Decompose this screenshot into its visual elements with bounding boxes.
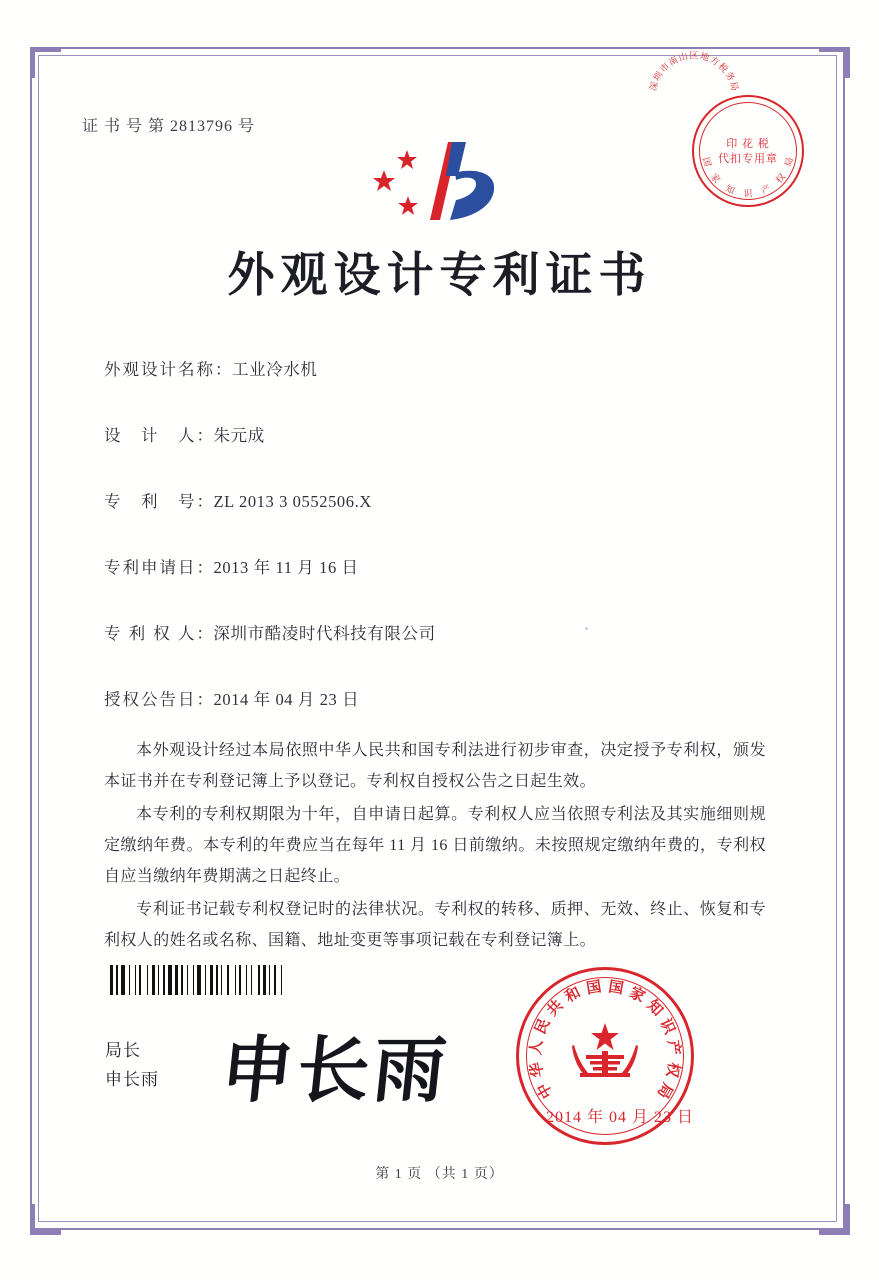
barcode-bar [274, 965, 276, 995]
field-patentee-sep: ： [196, 624, 214, 643]
certificate-number-line [82, 113, 255, 136]
field-patentee-label: 专 利 权 人 [104, 624, 197, 643]
barcode-bar [246, 965, 247, 995]
field-design-name-sep: ： [215, 360, 232, 379]
arc-char: 市 [657, 60, 672, 75]
barcode-bar [251, 965, 252, 995]
field-application-date [104, 558, 764, 578]
barcode-bar [139, 965, 141, 995]
arc-char: 家 [708, 171, 723, 185]
arc-char: 民 [530, 1015, 554, 1037]
barcode-bar [147, 965, 148, 995]
arc-char: 务 [723, 69, 737, 83]
seal-date: 2014 年 04 月 23 日 [546, 1109, 695, 1126]
barcode-bar [110, 965, 113, 995]
barcode-bar [205, 965, 206, 995]
arc-char: 人 [526, 1039, 546, 1057]
body-paragraph-2: 本专利的专利权期限为十年，自申请日起算。专利权人应当依照专利法及其实施细则规定缴纳年费。本专利的年费应当在每年 11 月 16 日前缴纳。未按照规定缴纳年费的，专利权自应当缴纳年费期满之日起终止。 [104, 806, 766, 885]
barcode-bar [193, 965, 194, 995]
tax-stamp [647, 50, 804, 207]
field-application-date-value: 2013 年 11 月 16 日 [213, 558, 359, 577]
field-designer [104, 426, 764, 446]
tax-stamp-line2: 代扣专用章 [718, 153, 778, 165]
handwritten-signature: 申长雨 [216, 1027, 454, 1112]
barcode-bar [152, 965, 155, 995]
corner-ornament-bottom-right [819, 1204, 850, 1235]
field-patent-number-value: ZL 2013 3 0552506.X [213, 492, 372, 511]
field-patentee [104, 624, 764, 644]
field-patent-number-sep: ： [196, 492, 214, 511]
arc-char: 知 [723, 183, 737, 196]
body-paragraph-1: 本外观设计经过本局依照中华人民共和国专利法进行初步审查，决定授予专利权，颁发本证书并在专利登记簿上予以登记。专利权自授权公告之日起生效。 [104, 742, 766, 790]
arc-char: 国 [607, 977, 626, 998]
corner-ornament-bottom-left [30, 1204, 61, 1235]
sipo-logo [370, 128, 510, 228]
arc-char: 局 [728, 80, 741, 92]
field-designer-sep: ： [196, 426, 214, 445]
barcode-bar [116, 965, 118, 995]
barcode-bar [163, 965, 165, 995]
barcode-bar [197, 965, 201, 995]
signature-name: 申长雨 [105, 1070, 159, 1089]
page-footer: 第 1 页 （共 1 页） [375, 1167, 504, 1182]
arc-char: 产 [664, 1039, 684, 1057]
arc-char: 识 [743, 188, 753, 199]
certificate-number-suffix: 号 [238, 118, 256, 135]
barcode-bar [187, 965, 188, 995]
body-paragraph-3: 专利证书记载专利权登记时的法律状况。专利权的转移、质押、无效、终止、恢复和专利权人的姓名或名称、国籍、地址变更等事项记载在专利登记簿上。 [104, 901, 766, 949]
field-grant-date-sep: ： [196, 690, 214, 709]
arc-char: 家 [626, 983, 649, 1006]
barcode-bar [269, 965, 270, 995]
arc-char: 中 [533, 1079, 557, 1102]
arc-char: 权 [662, 1060, 684, 1080]
arc-char: 山 [677, 50, 689, 63]
barcode [110, 965, 356, 995]
arc-char: 区 [689, 50, 699, 61]
arc-char: 华 [526, 1060, 548, 1080]
barcode-bar [158, 965, 159, 995]
barcode-bar [239, 965, 241, 995]
barcode-bar [135, 965, 136, 995]
field-patent-number-label: 专 利 号 [104, 492, 197, 511]
arc-char: 产 [759, 183, 773, 196]
field-grant-date-value: 2014 年 04 月 23 日 [213, 690, 360, 709]
arc-char: 税 [716, 60, 731, 75]
field-application-date-label: 专利申请日 [104, 558, 197, 577]
field-grant-date-label: 授权公告日 [104, 690, 197, 709]
barcode-bar [281, 965, 282, 995]
field-grant-date [104, 690, 764, 710]
arc-char: 深 [647, 80, 660, 92]
barcode-bar [168, 965, 172, 995]
field-designer-value: 朱元成 [213, 426, 265, 445]
arc-char: 国 [584, 977, 603, 998]
arc-char: 权 [773, 171, 788, 185]
arc-char: 方 [708, 54, 722, 68]
field-design-name [104, 360, 764, 380]
barcode-bar [210, 965, 213, 995]
corner-ornament-top-right [819, 47, 850, 78]
arc-char: 知 [643, 996, 667, 1020]
field-list [104, 360, 764, 756]
corner-ornament-top-left [30, 47, 61, 78]
barcode-bar [221, 965, 222, 995]
field-application-date-sep: ： [196, 558, 214, 577]
barcode-bar [227, 965, 229, 995]
barcode-bar [235, 965, 236, 995]
arc-char: 地 [699, 50, 711, 63]
barcode-bar [181, 965, 183, 995]
arc-char: 局 [783, 156, 796, 168]
signature-title: 局长 [105, 1041, 141, 1060]
arc-char: 国 [700, 156, 713, 168]
arc-char: 圳 [651, 69, 665, 83]
arc-char: 识 [656, 1015, 680, 1037]
barcode-bar [258, 965, 260, 995]
arc-char: 和 [561, 983, 584, 1006]
barcode-bar [263, 965, 266, 995]
barcode-bar [216, 965, 218, 995]
arc-char: 局 [653, 1079, 677, 1102]
field-design-name-label: 外观设计名称 [104, 360, 215, 379]
arc-char: 共 [543, 996, 567, 1020]
field-patent-number [104, 492, 764, 512]
field-design-name-value: 工业冷水机 [232, 360, 318, 379]
signature-block [105, 1036, 159, 1094]
tax-stamp-line1: 印 花 税 [726, 138, 770, 150]
arc-char: 南 [666, 54, 680, 68]
page-title: 外观设计专利证书 [227, 248, 652, 303]
barcode-bar [121, 965, 125, 995]
field-designer-label: 设 计 人 [104, 426, 197, 445]
paper-speck [585, 627, 588, 630]
body-text [104, 735, 766, 958]
field-patentee-value: 深圳市酷凌时代科技有限公司 [213, 624, 436, 643]
barcode-bar [129, 965, 130, 995]
national-emblem-icon [566, 1015, 644, 1093]
barcode-bar [175, 965, 178, 995]
certificate-number-label: 证 书 号 第 [82, 118, 166, 135]
certificate-number-value: 2813796 [170, 118, 234, 135]
